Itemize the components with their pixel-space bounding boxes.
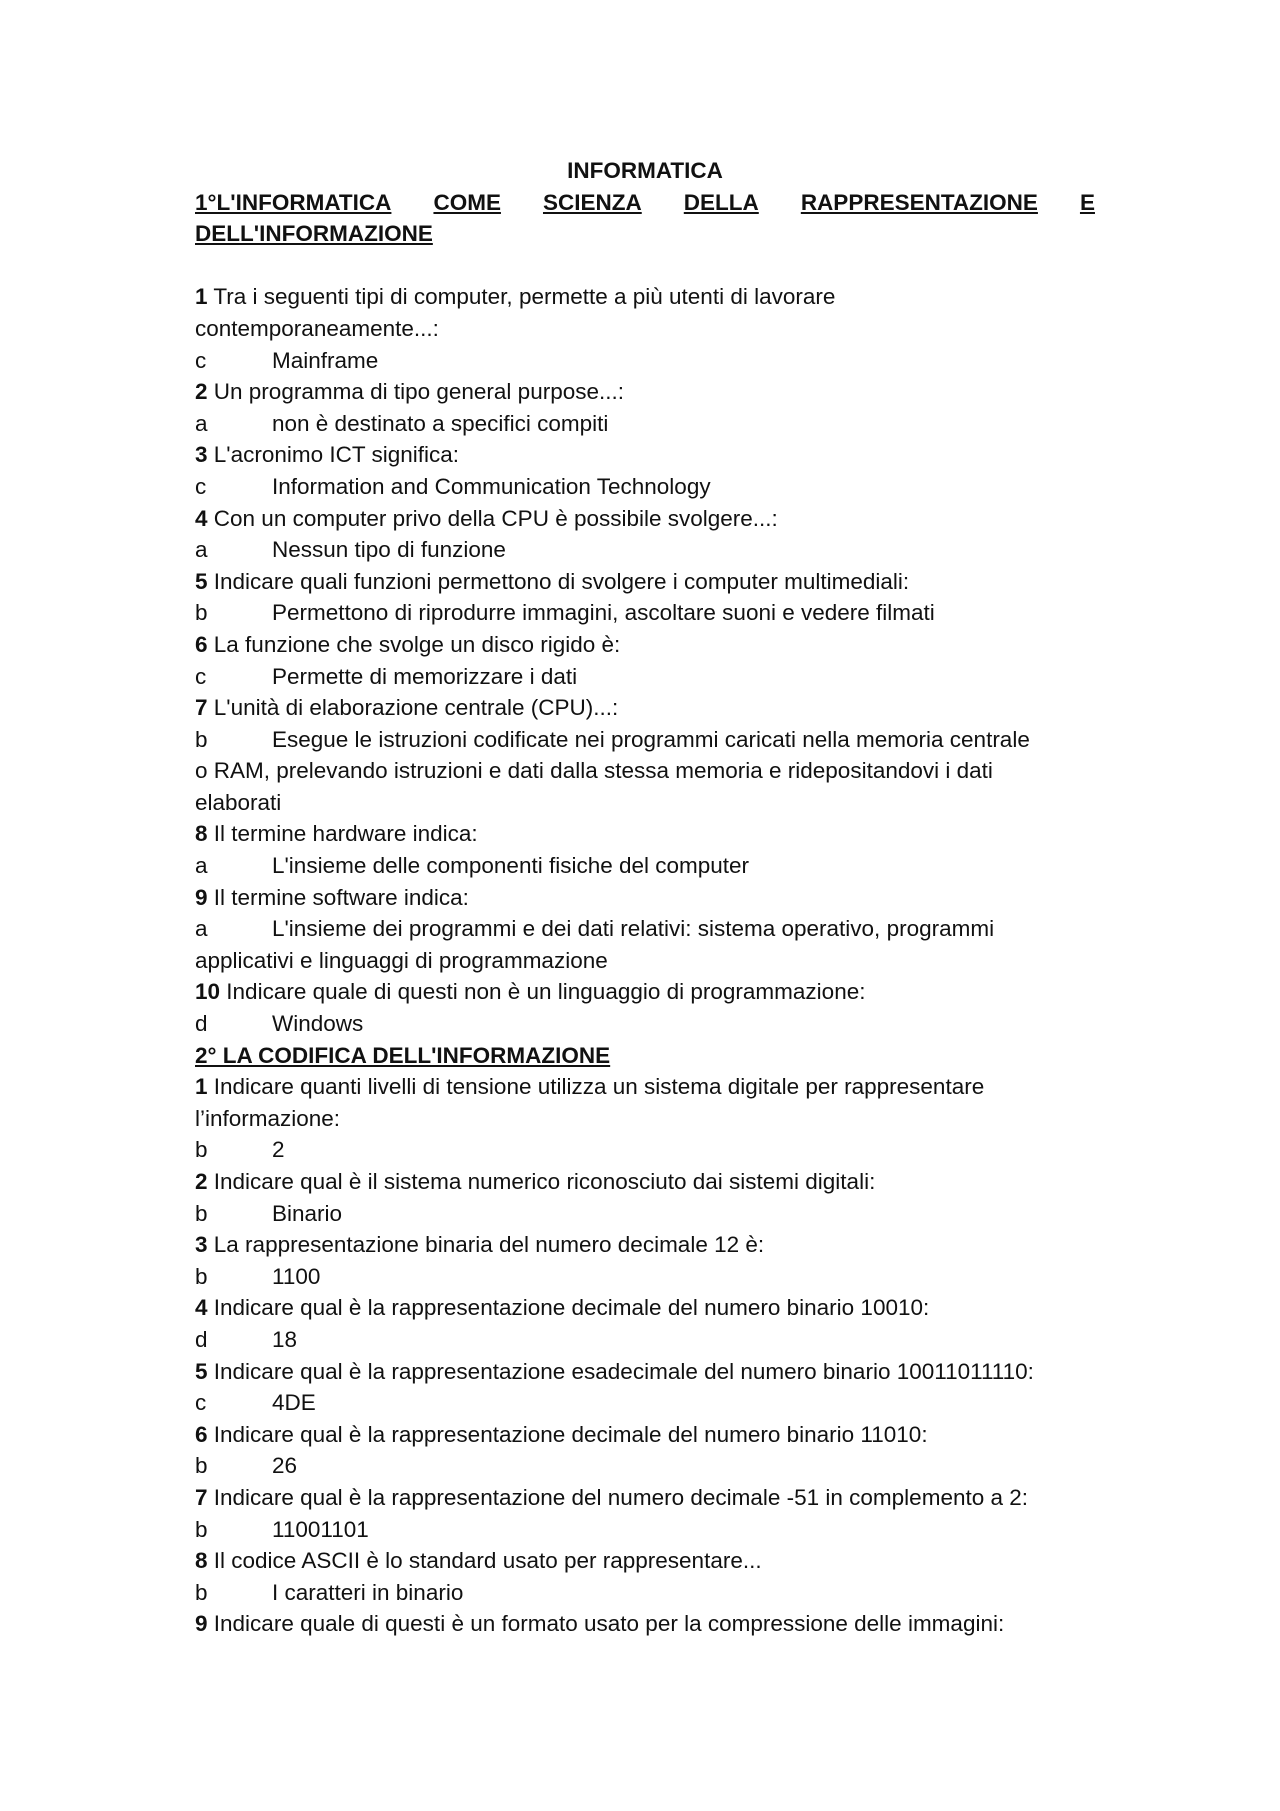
question: [195, 1229, 1095, 1261]
question-text: La funzione che svolge un disco rigido è:: [213, 631, 621, 657]
question: [195, 566, 1095, 598]
document-page: [195, 155, 1095, 1640]
question-text: Un programma di tipo general purpose...:: [213, 379, 624, 405]
question: [195, 818, 1095, 850]
answer: [195, 661, 1095, 693]
answer-text: non è destinato a specifici compiti: [272, 410, 609, 436]
answer: [195, 471, 1095, 503]
question: [195, 281, 1095, 313]
question-number: 2: [195, 1169, 208, 1194]
answer-letter: b: [195, 600, 208, 626]
answer-letter: d: [195, 1011, 208, 1037]
answer-text: I caratteri in binario: [272, 1579, 464, 1605]
answer: [195, 1387, 1095, 1419]
answer-letter: a: [195, 537, 208, 563]
answer-text: L'insieme dei programmi e dei dati relativi: sistema operativo, programmi: [272, 916, 995, 942]
answer: [195, 1450, 1095, 1482]
question: [195, 882, 1095, 914]
answer-letter: b: [195, 1453, 208, 1479]
question: [195, 1292, 1095, 1324]
question-number: 3: [195, 1232, 208, 1258]
answer: [195, 850, 1095, 882]
answer-text-continued: o RAM, prelevando istruzioni e dati dalla stessa memoria e ridepositandovi i dati: [195, 758, 993, 784]
question-number: 4: [195, 505, 208, 531]
question-text: Il termine hardware indica:: [213, 821, 478, 847]
question: [195, 1356, 1095, 1388]
answer: [195, 724, 1095, 756]
section-1-heading-line-2: DELL'INFORMAZIONE: [195, 221, 433, 247]
question-text: Il termine software indica:: [213, 884, 469, 910]
question-number: 6: [195, 1421, 208, 1447]
answer-letter: b: [195, 1516, 208, 1542]
question-number: 1: [195, 1074, 208, 1100]
question-text: La rappresentazione binaria del numero decimale 12 è:: [213, 1232, 765, 1258]
answer-text: Permette di memorizzare i dati: [272, 663, 578, 689]
section-1-heading-word: RAPPRESENTAZIONE: [800, 189, 1038, 215]
question: [195, 503, 1095, 535]
question-number: 3: [195, 442, 208, 468]
question-text-continued: contemporaneamente...:: [195, 315, 439, 341]
answer: [195, 1008, 1095, 1040]
question-number: 9: [195, 884, 208, 910]
answer-text: 4DE: [272, 1390, 316, 1416]
question: [195, 1545, 1095, 1577]
section-1-heading-word: DELLA: [683, 189, 759, 215]
section-2-heading: 2° LA CODIFICA DELL'INFORMAZIONE: [195, 1042, 611, 1068]
answer-letter: b: [195, 1137, 208, 1163]
question-text: Indicare qual è la rappresentazione del numero decimale -51 in complemento a 2:: [213, 1484, 1029, 1510]
answer-text: Binario: [272, 1200, 343, 1226]
question-number: 9: [195, 1611, 208, 1637]
answer-letter: b: [195, 1200, 208, 1226]
answer-text: Esegue le istruzioni codificate nei programmi caricati nella memoria centrale: [272, 726, 1030, 752]
answer-letter: c: [195, 1390, 207, 1416]
question: [195, 629, 1095, 661]
question: [195, 1608, 1095, 1640]
answer-text: Windows: [272, 1011, 364, 1037]
question: [195, 376, 1095, 408]
answer-letter: b: [195, 1263, 208, 1289]
question-text: Indicare qual è la rappresentazione esadecimale del numero binario 10011011110:: [213, 1358, 1034, 1384]
question-number: 8: [195, 821, 208, 847]
answer: [195, 1577, 1095, 1609]
blank-line: [195, 250, 1095, 282]
answer-letter: c: [195, 473, 207, 499]
question-number: 2: [195, 379, 208, 405]
answer-text-continued: applicativi e linguaggi di programmazione: [195, 947, 608, 973]
question: [195, 1419, 1095, 1451]
answer-letter: a: [195, 410, 208, 436]
answer-letter: a: [195, 853, 208, 879]
question-number: 7: [195, 1484, 208, 1510]
section-1-heading-word: SCIENZA: [542, 189, 642, 215]
question-text: Indicare qual è il sistema numerico riconosciuto dai sistemi digitali:: [213, 1169, 876, 1194]
question-number: 10: [195, 979, 221, 1005]
question-number: 5: [195, 568, 208, 594]
question-text: Indicare quale di questi è un formato usato per la compressione delle immagini:: [213, 1611, 1005, 1637]
answer-text: Nessun tipo di funzione: [272, 537, 506, 563]
answer: [195, 345, 1095, 377]
answer: [195, 1198, 1095, 1230]
question: [195, 1071, 1095, 1103]
answer-text: 18: [272, 1326, 298, 1352]
section-1-heading-word: E: [1079, 189, 1095, 215]
answer-text: L'insieme delle componenti fisiche del computer: [272, 853, 750, 879]
question-text: Con un computer privo della CPU è possibile svolgere...:: [213, 505, 778, 531]
question-text: Indicare qual è la rappresentazione decimale del numero binario 11010:: [213, 1421, 928, 1447]
answer-letter: a: [195, 916, 208, 942]
question: [195, 1166, 1095, 1198]
answer-text: 2: [272, 1137, 285, 1163]
question-number: 7: [195, 695, 208, 721]
answer: [195, 408, 1095, 440]
question-number: 4: [195, 1295, 208, 1321]
question: [195, 439, 1095, 471]
question-text: Tra i seguenti tipi di computer, permette a più utenti di lavorare: [213, 284, 836, 310]
answer-text: 11001101: [272, 1516, 369, 1542]
question: [195, 976, 1095, 1008]
section-1-heading-word: 1°L'INFORMATICA: [195, 189, 392, 215]
question-text: Indicare quali funzioni permettono di svolgere i computer multimediali:: [213, 568, 910, 594]
section-1-heading-word: COME: [433, 189, 501, 215]
document-title: INFORMATICA: [567, 158, 723, 183]
answer-letter: b: [195, 726, 208, 752]
answer: [195, 1261, 1095, 1293]
question-text-continued: l’informazione:: [195, 1105, 341, 1131]
question: [195, 1482, 1095, 1514]
question-number: 5: [195, 1358, 208, 1384]
question-number: 8: [195, 1548, 208, 1574]
answer: [195, 534, 1095, 566]
section-1-heading: [195, 187, 1095, 219]
question-number: 1: [195, 284, 208, 310]
answer-letter: c: [195, 663, 207, 689]
answer-letter: d: [195, 1326, 208, 1352]
answer: [195, 1134, 1095, 1166]
answer-letter: c: [195, 347, 207, 373]
answer-letter: b: [195, 1579, 208, 1605]
answer-text: Information and Communication Technology: [272, 473, 711, 499]
question-text: Indicare quanti livelli di tensione utilizza un sistema digitale per rappresentare: [213, 1074, 985, 1100]
answer-text: 1100: [272, 1263, 321, 1289]
question: [195, 692, 1095, 724]
answer-text: Permettono di riprodurre immagini, ascoltare suoni e vedere filmati: [272, 600, 935, 626]
question-text: Il codice ASCII è lo standard usato per rappresentare...: [213, 1548, 762, 1574]
answer-text: Mainframe: [272, 347, 379, 373]
answer-text-continued: elaborati: [195, 789, 282, 815]
question-text: L'unità di elaborazione centrale (CPU)...:: [213, 695, 619, 721]
answer: [195, 1324, 1095, 1356]
question-text: Indicare qual è la rappresentazione decimale del numero binario 10010:: [213, 1295, 930, 1321]
question-text: Indicare quale di questi non è un linguaggio di programmazione:: [226, 979, 866, 1005]
answer: [195, 913, 1095, 945]
question-number: 6: [195, 631, 208, 657]
answer: [195, 1514, 1095, 1546]
answer-text: 26: [272, 1453, 298, 1479]
question-text: L'acronimo ICT significa:: [213, 442, 460, 468]
answer: [195, 597, 1095, 629]
